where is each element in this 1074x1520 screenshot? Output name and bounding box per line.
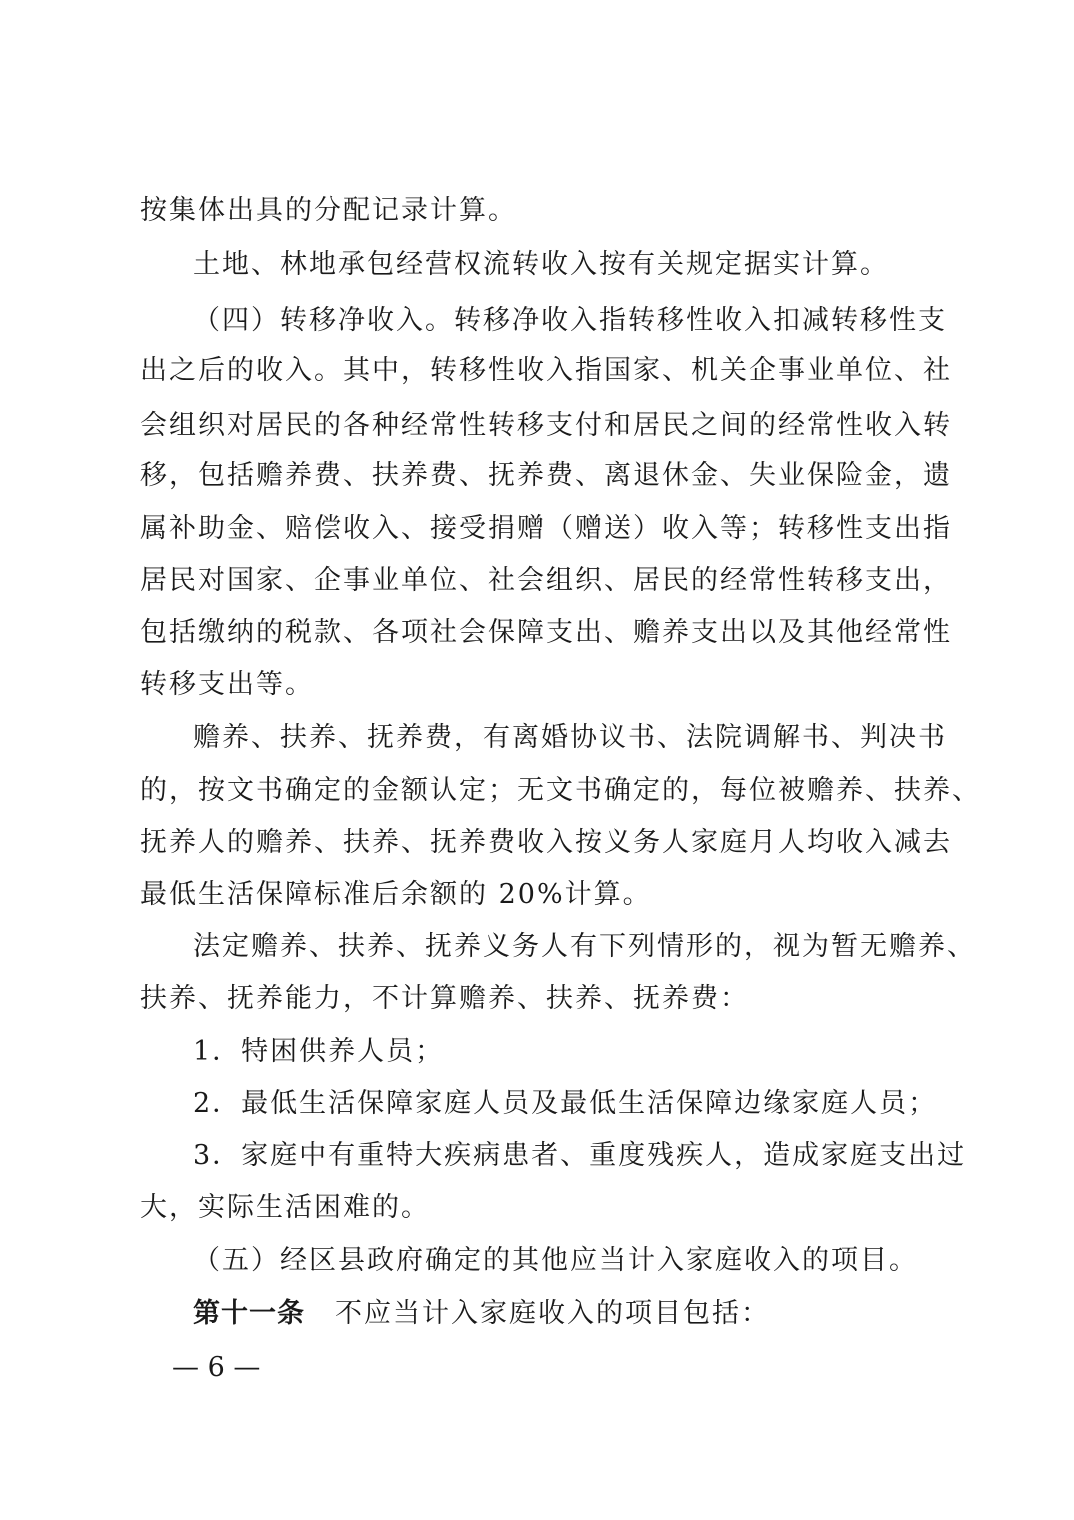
article-heading: 第十一条 bbox=[193, 1298, 305, 1329]
paragraph-line: 移，包括赡养费、扶养费、抚养费、离退休金、失业保险金，遗 bbox=[140, 460, 952, 491]
article-line bbox=[193, 1288, 940, 1340]
paragraph-line: 抚养人的赡养、扶养、抚养费收入按义务人家庭月人均收入减去 bbox=[140, 827, 952, 858]
paragraph-line: 属补助金、赔偿收入、接受捐赠（赠送）收入等；转移性支出指 bbox=[140, 513, 952, 544]
paragraph-line: 包括缴纳的税款、各项社会保障支出、赡养支出以及其他经常性 bbox=[140, 617, 952, 648]
paragraph-line: 出之后的收入。其中，转移性收入指国家、机关企事业单位、社 bbox=[140, 355, 952, 386]
paragraph-line: 扶养、抚养能力，不计算赡养、扶养、抚养费： bbox=[140, 983, 749, 1014]
list-item: 2．最低生活保障家庭人员及最低生活保障边缘家庭人员； bbox=[193, 1088, 938, 1119]
page-number: — 6 — bbox=[172, 1352, 261, 1383]
paragraph-line: （四）转移净收入。转移净收入指转移性收入扣减转移性支 bbox=[193, 305, 947, 336]
paragraph-line: 赡养、扶养、抚养费，有离婚协议书、法院调解书、判决书 bbox=[193, 722, 947, 753]
paragraph-line: 按集体出具的分配记录计算。 bbox=[140, 195, 517, 226]
paragraph-line: 土地、林地承包经营权流转收入按有关规定据实计算。 bbox=[193, 249, 889, 280]
article-text: 不应当计入家庭收入的项目包括： bbox=[335, 1298, 770, 1329]
list-item: 1．特困供养人员； bbox=[193, 1036, 445, 1067]
paragraph-line: 最低生活保障标准后余额的 20%计算。 bbox=[140, 879, 652, 910]
list-item: 3．家庭中有重特大疾病患者、重度残疾人，造成家庭支出过 bbox=[193, 1140, 967, 1171]
paragraph-line: 法定赡养、扶养、抚养义务人有下列情形的，视为暂无赡养、 bbox=[193, 931, 976, 962]
paragraph-line: 居民对国家、企事业单位、社会组织、居民的经常性转移支出， bbox=[140, 565, 952, 596]
paragraph-line: 大，实际生活困难的。 bbox=[140, 1192, 430, 1223]
paragraph-line: （五）经区县政府确定的其他应当计入家庭收入的项目。 bbox=[193, 1245, 918, 1276]
paragraph-line: 会组织对居民的各种经常性转移支付和居民之间的经常性收入转 bbox=[140, 410, 952, 441]
paragraph-line: 转移支出等。 bbox=[140, 669, 314, 700]
paragraph-line: 的，按文书确定的金额认定；无文书确定的，每位被赡养、扶养、 bbox=[140, 775, 981, 806]
